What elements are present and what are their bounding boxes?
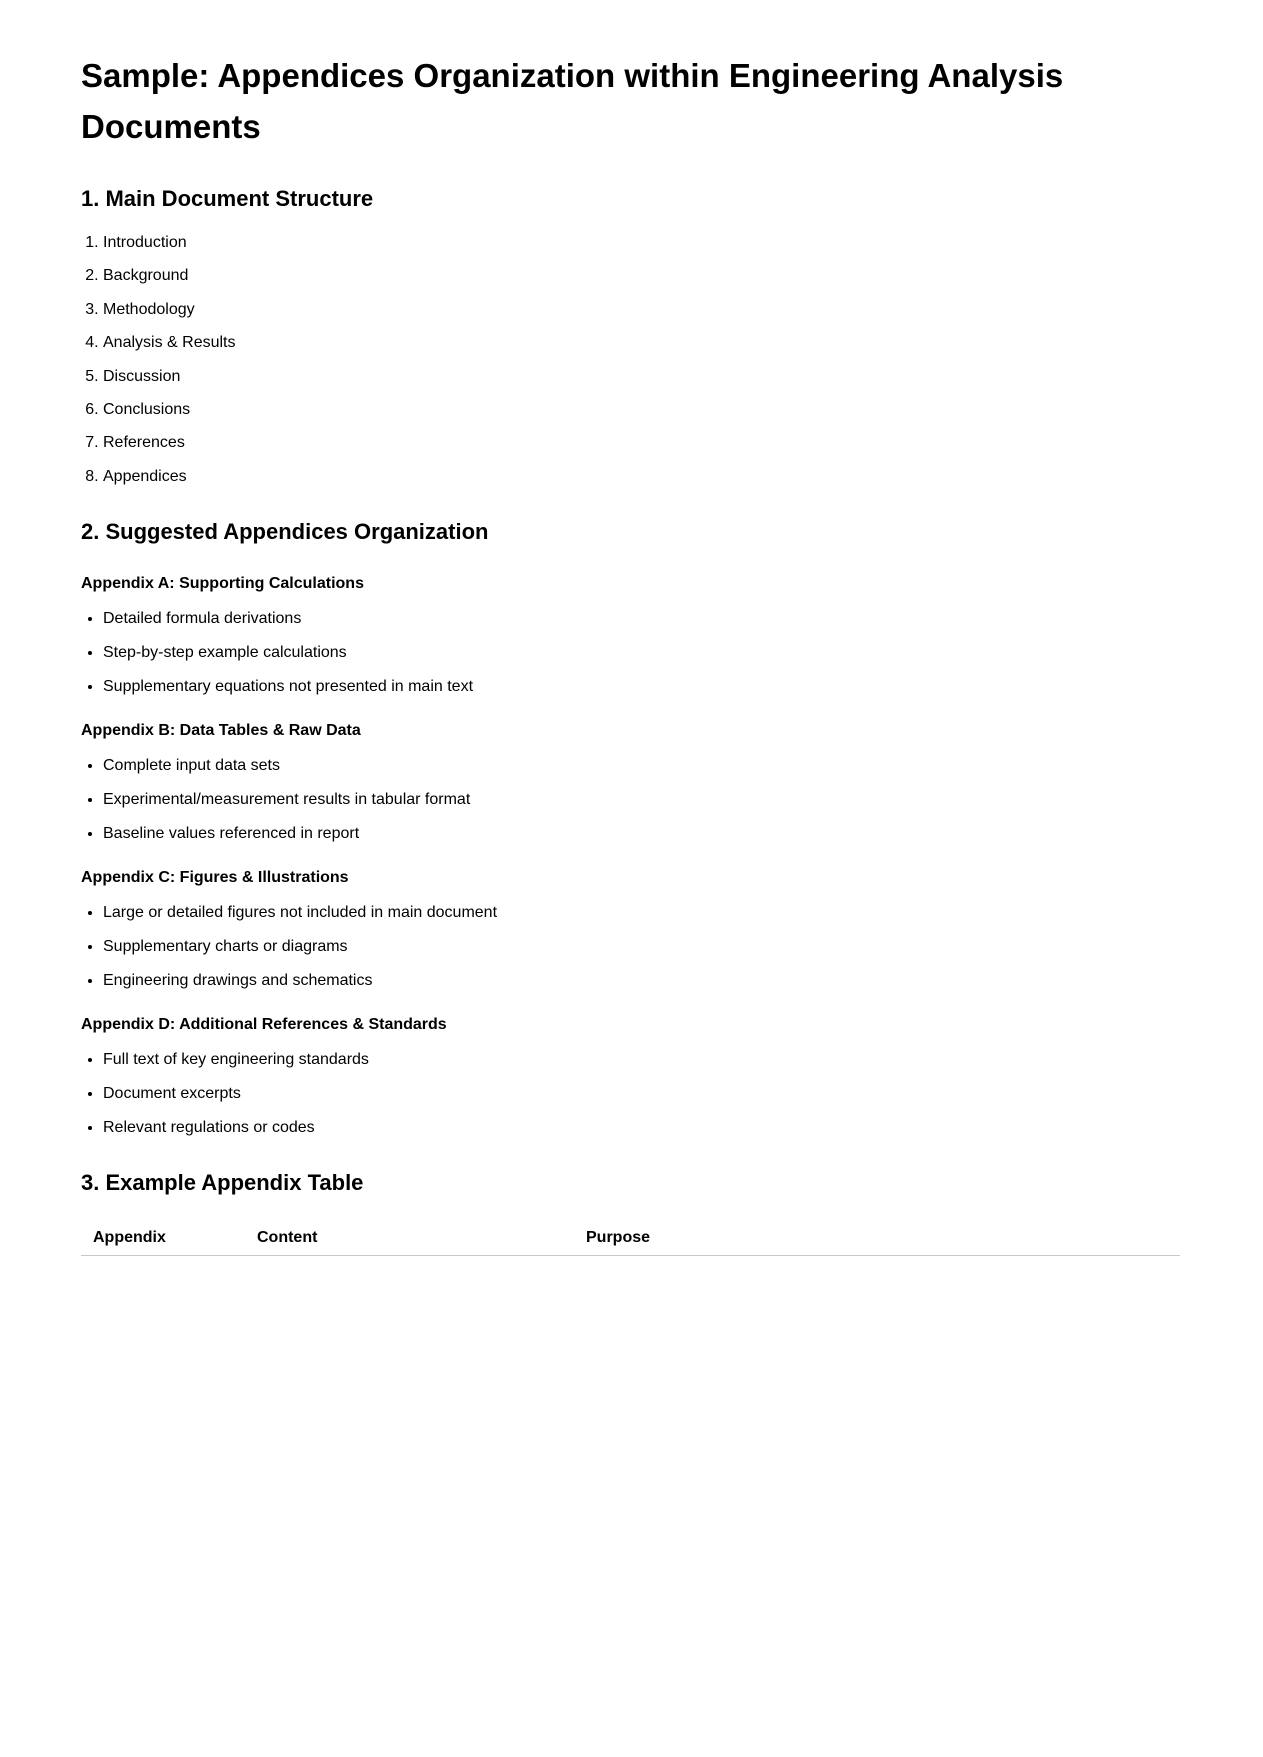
list-item: • Large or detailed figures not included in main document: [103, 903, 1182, 923]
appendix-title: Appendix C: Figures & Illustrations: [81, 868, 349, 886]
appendix-title: Appendix A: Supporting Calculations: [81, 574, 364, 592]
list-item: 4. Analysis & Results: [103, 333, 1182, 353]
main-structure-list: [81, 233, 1182, 487]
section-heading-main-structure: 1. Main Document Structure: [81, 186, 374, 211]
column-header-purpose: Purpose: [574, 1222, 1180, 1256]
list-item: 3. Methodology: [103, 300, 1182, 320]
appendix-block-c: [81, 868, 1182, 991]
document-title: Sample: Appendices Organization within Engineering Analysis Documents: [81, 57, 1064, 145]
appendix-title: Appendix B: Data Tables & Raw Data: [81, 721, 361, 739]
appendix-title: Appendix D: Additional References & Standards: [81, 1015, 447, 1033]
appendix-bullet-list: [81, 903, 1182, 991]
list-item: • Relevant regulations or codes: [103, 1118, 1182, 1138]
list-item: • Full text of key engineering standards: [103, 1050, 1182, 1070]
list-item: • Supplementary equations not presented in main text: [103, 677, 1182, 697]
section-heading-appendices-organization: 2. Suggested Appendices Organization: [81, 518, 489, 544]
list-item: • Experimental/measurement results in tabular format: [103, 790, 1182, 810]
list-item: • Engineering drawings and schematics: [103, 971, 1182, 991]
list-item: • Step-by-step example calculations: [103, 643, 1182, 663]
column-header-appendix: Appendix: [81, 1222, 245, 1256]
list-item: • Detailed formula derivations: [103, 609, 1182, 629]
section-heading-example-table: 3. Example Appendix Table: [81, 1169, 364, 1195]
appendix-table: [81, 1222, 1180, 1256]
column-header-content: Content: [245, 1222, 574, 1256]
list-item: 1. Introduction: [103, 233, 1182, 253]
appendix-block-a: [81, 574, 1182, 697]
list-item: • Document excerpts: [103, 1084, 1182, 1104]
list-item: • Complete input data sets: [103, 756, 1182, 776]
list-item: 2. Background: [103, 266, 1182, 286]
appendix-bullet-list: [81, 1050, 1182, 1138]
list-item: 5. Discussion: [103, 367, 1182, 387]
list-item: 6. Conclusions: [103, 400, 1182, 420]
list-item: 8. Appendices: [103, 467, 1182, 487]
appendix-block-d: [81, 1015, 1182, 1138]
appendix-bullet-list: [81, 756, 1182, 844]
list-item: • Baseline values referenced in report: [103, 824, 1182, 844]
list-item: • Supplementary charts or diagrams: [103, 937, 1182, 957]
list-item: 7. References: [103, 433, 1182, 453]
appendix-bullet-list: [81, 609, 1182, 697]
table-header-row: [81, 1222, 1180, 1256]
appendix-block-b: [81, 721, 1182, 844]
